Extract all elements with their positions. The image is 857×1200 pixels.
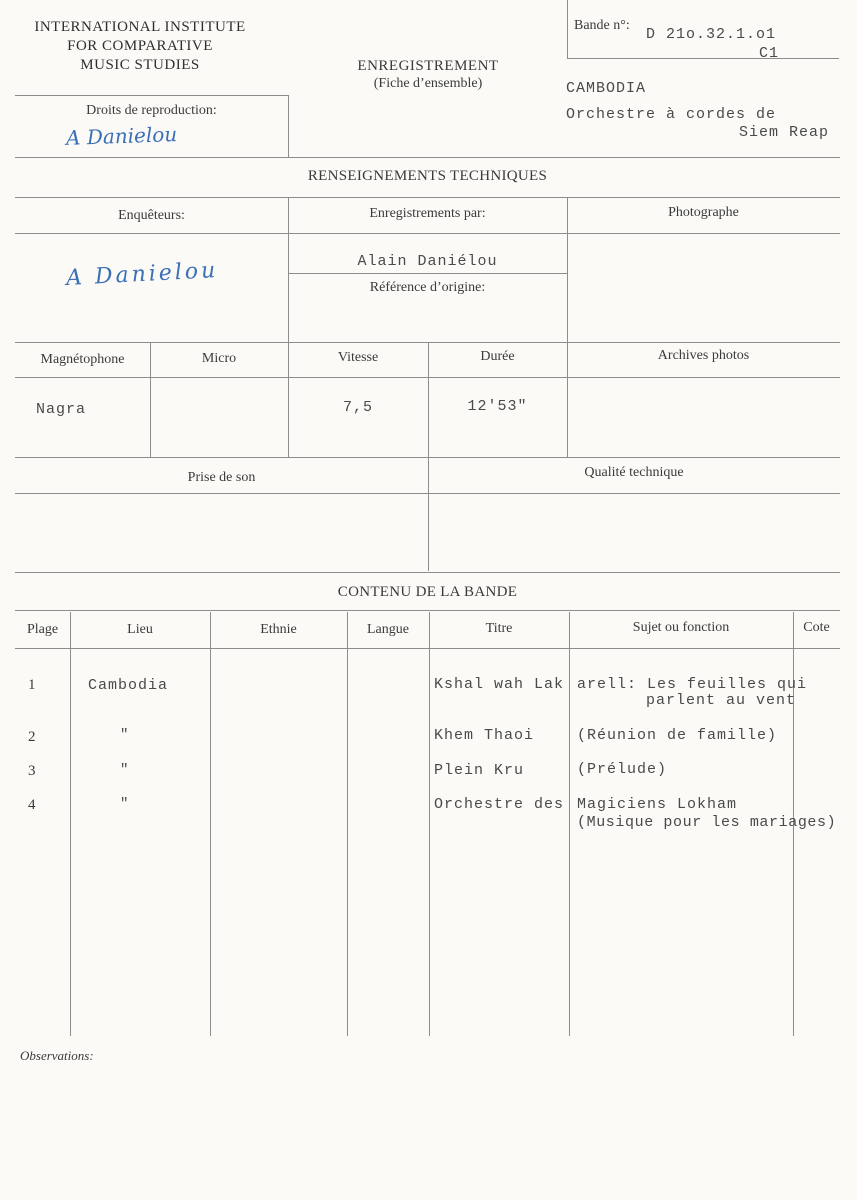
magnetophone-value: Nagra	[36, 401, 87, 418]
droits-label: Droits de reproduction:	[86, 103, 217, 118]
institute-line-2: FOR COMPARATIVE	[67, 38, 213, 54]
archives-label: Archives photos	[657, 348, 750, 363]
subject-country: CAMBODIA	[566, 80, 647, 97]
bande-code: C1	[759, 45, 780, 62]
row-3-titre: Plein Kru	[434, 762, 525, 779]
subject-line-2: Siem Reap	[739, 124, 830, 141]
row-4-sujet-line-2: (Musique pour les mariages)	[577, 814, 837, 831]
row-1-sujet-line-1: arell: Les feuilles qui	[577, 676, 808, 693]
equipment-labels-bottom	[15, 377, 840, 378]
droits-signature: A Danielou	[65, 122, 178, 150]
enregistrement-title: ENREGISTREMENT	[357, 58, 499, 74]
enregistrements-label: Enregistrements par:	[369, 206, 486, 221]
col-header-langue: Langue	[367, 622, 409, 637]
contenu-heading: CONTENU DE LA BANDE	[337, 584, 518, 600]
row-4-plage: 4	[28, 797, 36, 813]
enregistrements-value: Alain Daniélou	[357, 253, 498, 270]
row-2-titre: Khem Thaoi	[434, 727, 535, 744]
droits-right-border	[288, 95, 289, 157]
contenu-heading-bottom	[15, 610, 840, 611]
row-2-sujet-line-1: (Réunion de famille)	[577, 727, 778, 744]
tech-section-top	[15, 157, 840, 158]
row-4-lieu: "	[120, 796, 130, 812]
photographe-label: Photographe	[668, 205, 739, 220]
bande-box-left-border	[567, 0, 568, 58]
row-1-sujet-line-2: parlent au vent	[646, 692, 797, 709]
vitesse-label: Vitesse	[337, 350, 379, 365]
institute-name	[10, 18, 270, 75]
institute-line-1: INTERNATIONAL INSTITUTE	[34, 19, 246, 35]
col-header-plage: Plage	[26, 622, 59, 637]
bande-label: Bande n°:	[574, 18, 630, 33]
col-header-lieu: Lieu	[127, 622, 153, 637]
institute-line-3: MUSIC STUDIES	[80, 57, 200, 73]
observations-label: Observations:	[20, 1048, 94, 1063]
enqueteurs-signature: A Danielou	[65, 258, 219, 291]
row-1-plage: 1	[28, 677, 36, 693]
row-3-lieu: "	[120, 762, 130, 778]
prise-labels-bottom	[15, 493, 840, 494]
col-header-cote: Cote	[803, 620, 830, 635]
enregistrement-subtitle: (Fiche d’ensemble)	[373, 76, 483, 91]
row-1-lieu: Cambodia	[88, 677, 169, 694]
col-divider-1	[70, 612, 71, 1036]
col-header-sujet: Sujet ou fonction	[632, 620, 730, 635]
row-2-lieu: "	[120, 727, 130, 743]
col-divider-3	[347, 612, 348, 1036]
reference-label: Référence d’origine:	[369, 280, 486, 295]
reference-top-border	[288, 273, 567, 274]
qualite-label: Qualité technique	[584, 465, 684, 480]
tech-labels-bottom	[15, 233, 840, 234]
row-4-titre: Orchestre des	[434, 796, 565, 813]
duree-label: Durée	[480, 349, 515, 364]
bande-number: D 21o.32.1.o1	[646, 26, 777, 43]
col-divider-5	[569, 612, 570, 1036]
magnetophone-label: Magnétophone	[40, 352, 125, 367]
row-2-plage: 2	[28, 729, 36, 745]
col-header-ethnie: Ethnie	[260, 622, 297, 637]
row-3-plage: 3	[28, 763, 36, 779]
prise-label: Prise de son	[187, 470, 256, 485]
bande-box-bottom-border	[567, 58, 839, 59]
row-3-sujet-line-1: (Prélude)	[577, 761, 668, 778]
subject-line-1: Orchestre à cordes de	[566, 106, 777, 123]
vitesse-value: 7,5	[342, 399, 373, 416]
tech-section-bottom	[15, 572, 840, 573]
droits-top-border	[15, 95, 288, 96]
row-4-sujet-line-1: Magiciens Lokham	[577, 796, 738, 813]
col-headers-bottom	[15, 648, 840, 649]
col-header-titre: Titre	[485, 621, 513, 636]
col-divider-2	[210, 612, 211, 1036]
row-1-titre: Kshal wah Lak	[434, 676, 565, 693]
micro-label: Micro	[201, 351, 237, 366]
tech-heading: RENSEIGNEMENTS TECHNIQUES	[307, 168, 548, 184]
duree-value: 12'53"	[467, 398, 528, 415]
tech-heading-bottom	[15, 197, 840, 198]
col-divider-4	[429, 612, 430, 1036]
enqueteurs-label: Enquêteurs:	[118, 208, 185, 223]
